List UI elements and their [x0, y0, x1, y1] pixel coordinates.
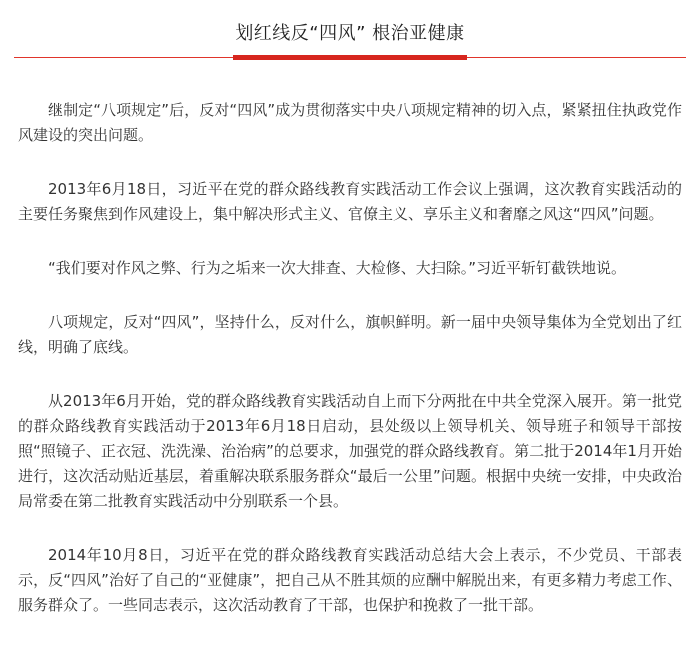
paragraph-1: 继制定“八项规定”后，反对“四风”成为贯彻落实中央八项规定精神的切入点，紧紧扭住执政党作风建设的突出问题。: [18, 101, 682, 144]
paragraph-4: 八项规定，反对“四风”，坚持什么，反对什么，旗帜鲜明。新一届中央领导集体为全党划出了红线，明确了底线。: [18, 313, 682, 356]
article-title: 划红线反“四风” 根治亚健康: [235, 23, 465, 44]
paragraph-3: “我们要对作风之弊、行为之垢来一次大排查、大检修、大扫除。”习近平斩钉截铁地说。: [48, 259, 627, 277]
paragraph-2: 2013年6月18日，习近平在党的群众路线教育实践活动工作会议上强调，这次教育实践活动的主要任务聚焦到作风建设上，集中解决形式主义、官僚主义、享乐主义和奢靡之风这“四风”问题。: [18, 180, 682, 223]
paragraph-5: 从2013年6月开始，党的群众路线教育实践活动自上而下分两批在中共全党深入展开。第一批党的群众路线教育实践活动于2013年6月18日启动，县处级以上领导机关、领导班子和领导干部按照“照镜子、正衣冠、洗洗澡、治治病”的总要求，加强党的群众路线教育。第二批于2014年1月开始进行，这次活动贴近基层，着重解决联系服务群众“最后一公里”问题。根据中央统一安排，中央政治局常委在第二批教育实践活动中分别联系一个县。: [18, 392, 682, 510]
article-header: [0, 0, 700, 62]
title-underline-accent: [233, 55, 467, 60]
article-body: [18, 98, 682, 647]
paragraph-6: 2014年10月8日，习近平在党的群众路线教育实践活动总结大会上表示，不少党员、干部表示，反“四风”治好了自己的“亚健康”，把自己从不胜其烦的应酬中解脱出来，有更多精力考虑工作、服务群众了。一些同志表示，这次活动教育了干部，也保护和挽救了一批干部。: [18, 546, 682, 614]
